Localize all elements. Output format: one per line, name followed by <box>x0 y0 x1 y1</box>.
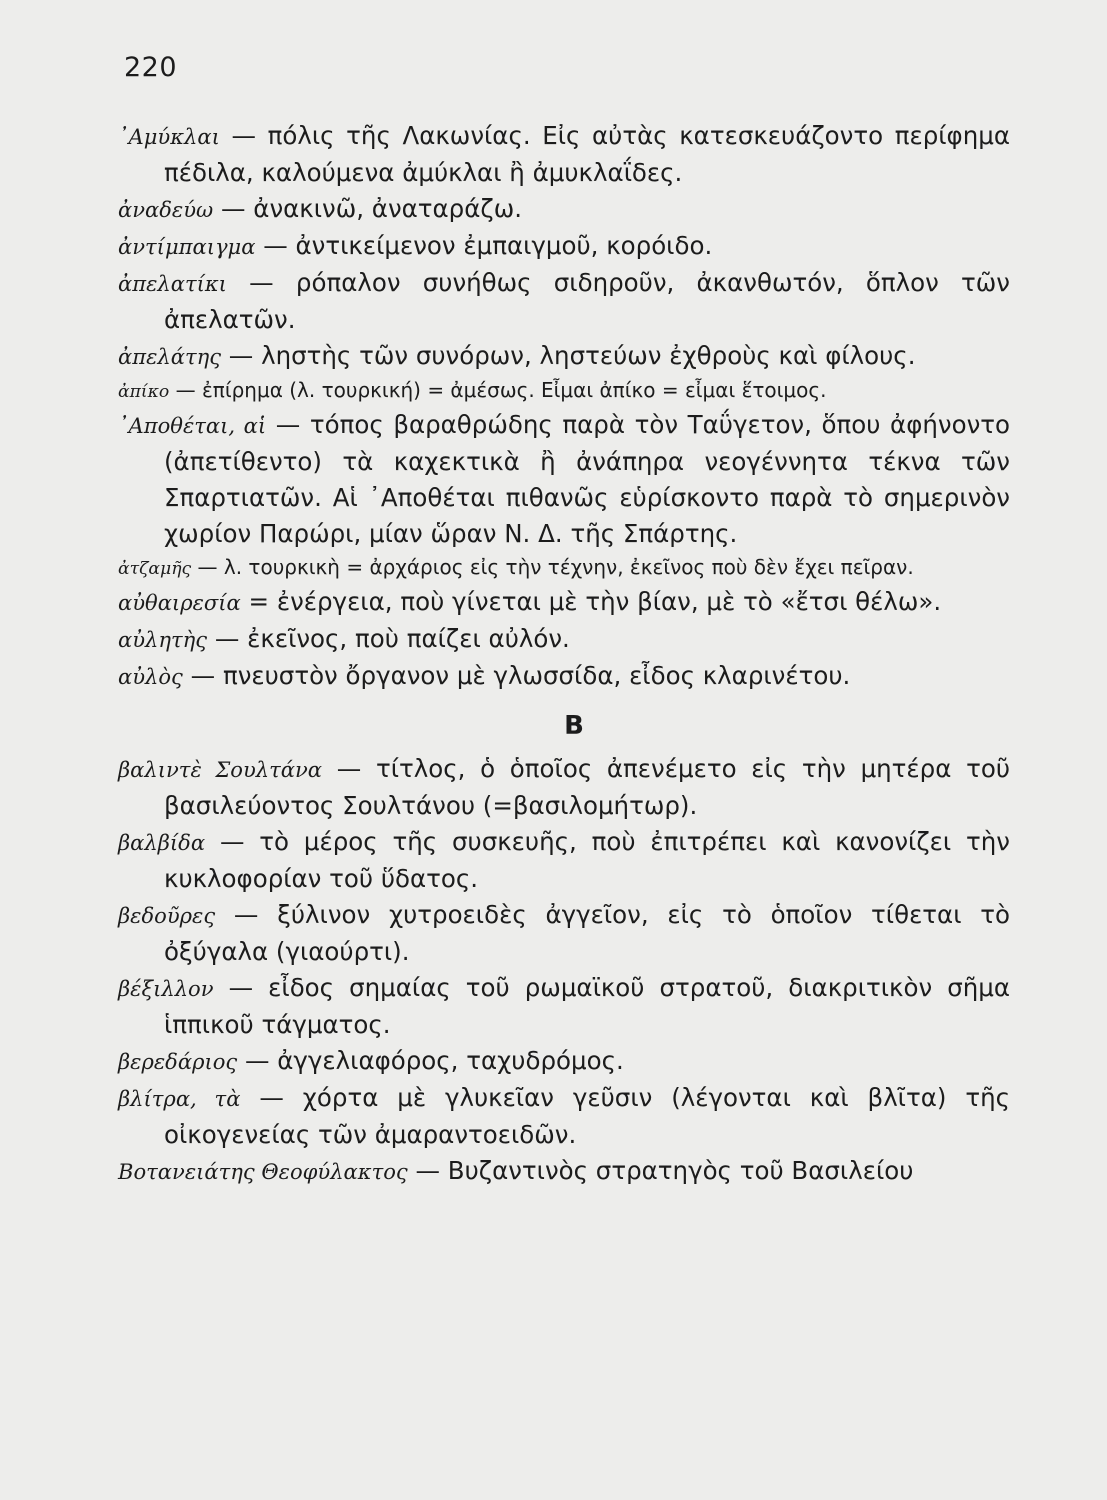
glossary-entry <box>118 1080 1010 1153</box>
glossary-entry <box>118 118 1010 191</box>
entry-definition: Βυζαντινὸς στρατηγὸς τοῦ Βασιλείου <box>447 1156 914 1185</box>
glossary-entry <box>118 824 1010 897</box>
entry-headword: ᾿Αποθέται, αἱ <box>118 413 267 438</box>
glossary-entry <box>118 621 1010 658</box>
entry-definition: πόλις τῆς Λακωνίας. Εἰς αὐτὰς κατεσκευάζοντο περίφημα πέδιλα, καλούμενα ἀμύκλαι ἢ ἀμυκλαΐδες. <box>164 121 1010 187</box>
entry-separator: — <box>226 268 296 297</box>
entry-separator: — <box>266 410 310 439</box>
entry-headword: ἀντίμπαιγμα <box>118 234 256 259</box>
entry-headword: βαλιντὲ Σουλτάνα <box>118 757 323 782</box>
entry-definition: εἶδος σημαίας τοῦ ρωμαϊκοῦ στρατοῦ, διακριτικὸν σῆμα ἱππικοῦ τάγματος. <box>164 973 1010 1039</box>
glossary-entry <box>118 265 1010 338</box>
entry-headword: αὐλὸς <box>118 664 183 689</box>
entry-separator: — <box>221 341 262 370</box>
entry-headword: ᾿Αμύκλαι <box>118 124 220 149</box>
entry-definition: τίτλος, ὁ ὁποῖος ἀπενέμετο εἰς τὴν μητέρα τοῦ βασιλεύοντος Σουλτάνου (=βασιλομήτωρ). <box>164 754 1011 820</box>
entry-definition: ἀγγελιαφόρος, ταχυδρόμος. <box>277 1046 624 1075</box>
entry-headword: βλίτρα, τὰ <box>118 1086 241 1111</box>
entry-definition: ξύλινον χυτροειδὲς ἀγγεῖον, εἰς τὸ ὁποῖον τίθεται τὸ ὀξύγαλα (γιαούρτι). <box>164 900 1011 966</box>
entry-separator: — <box>255 231 296 260</box>
entry-separator: — <box>182 661 223 690</box>
glossary-entry <box>118 228 1010 265</box>
entry-definition: ἀνακινῶ, ἀναταράζω. <box>253 194 523 223</box>
entry-separator: — <box>169 378 202 402</box>
entry-separator: — <box>191 555 224 579</box>
entry-definition: τόπος βαραθρώδης παρὰ τὸν Ταΰγετον, ὅπου ἀφήνοντο (ἀπετίθεντο) τὰ καχεκτικὰ ἢ ἀνάπηρα νεογέννητα τέκνα τῶν Σπαρτιατῶν. Αἱ ᾿Αποθέται πιθανῶς εὑρίσκοντο παρὰ τὸ σημερινὸν χωρίον Παρώρι, μίαν ὥραν Ν. Δ. τῆς Σπάρτης. <box>164 410 1010 548</box>
entry-separator: — <box>219 121 268 150</box>
entry-definition: ἐπίρημα (λ. τουρκική) = ἀμέσως. Εἶμαι ἀπίκο = εἶμαι ἕτοιμος. <box>201 378 827 402</box>
entry-separator: — <box>240 1083 303 1112</box>
glossary-entry <box>118 970 1010 1043</box>
glossary-entry <box>118 751 1010 824</box>
glossary-entry <box>118 584 1010 621</box>
entry-headword: αὐλητὴς <box>118 627 208 652</box>
glossary-entry <box>118 552 1010 584</box>
section-letter-b: Β <box>564 711 584 741</box>
entry-headword: ἀναδεύω <box>118 197 214 222</box>
glossary-entry <box>118 375 1010 407</box>
entry-definition: λ. τουρκικὴ = ἀρχάριος εἰς τὴν τέχνην, ἐκεῖνος ποὺ δὲν ἔχει πεῖραν. <box>223 555 914 579</box>
entry-headword: βέξιλλον <box>118 976 214 1001</box>
entry-headword: αὐθαιρεσία <box>118 590 241 615</box>
entry-separator: — <box>213 194 254 223</box>
glossary-entry <box>118 407 1010 552</box>
entry-definition: τὸ μέρος τῆς συσκευῆς, ποὺ ἐπιτρέπει καὶ κανονίζει τὴν κυκλοφορίαν τοῦ ὕδατος. <box>164 827 1010 893</box>
section-a-entries <box>118 118 1010 695</box>
entry-headword: βερεδάριος <box>118 1049 238 1074</box>
entry-definition: ληστὴς τῶν συνόρων, ληστεύων ἐχθροὺς καὶ φίλους. <box>261 341 916 370</box>
glossary-entry <box>118 658 1010 695</box>
glossary-entry <box>118 191 1010 228</box>
entry-headword: Βοτανειάτης Θεοφύλακτος <box>118 1159 408 1184</box>
entry-definition: χόρτα μὲ γλυκεῖαν γεῦσιν (λέγονται καὶ βλῖτα) τῆς οἰκογενείας τῶν ἀμαραντοειδῶν. <box>164 1083 1010 1149</box>
entry-headword: ἀπελάτης <box>118 344 222 369</box>
entry-headword: βεδοῦρες <box>118 903 216 928</box>
entry-separator: = <box>240 587 277 616</box>
entry-definition: ἐκεῖνος, ποὺ παίζει αὐλόν. <box>247 624 570 653</box>
page-number: 220 <box>124 52 178 83</box>
section-b-entries <box>118 751 1010 1190</box>
glossary-entry <box>118 897 1010 970</box>
glossary-entry <box>118 1153 1010 1190</box>
entry-separator: — <box>237 1046 278 1075</box>
entry-separator: — <box>213 973 269 1002</box>
entry-definition: ἀντικείμενον ἐμπαιγμοῦ, κορόιδο. <box>295 231 713 260</box>
glossary-list <box>118 118 1010 1190</box>
entry-headword: ἀπίκο <box>118 382 170 402</box>
entry-headword: βαλβίδα <box>118 830 206 855</box>
entry-separator: — <box>215 900 278 929</box>
entry-definition: ρόπαλον συνήθως σιδηροῦν, ἀκανθωτόν, ὅπλον τῶν ἀπελατῶν. <box>164 268 1010 334</box>
entry-separator: — <box>205 827 260 856</box>
entry-headword: ἀτζαμῆς <box>118 559 192 579</box>
glossary-entry <box>118 1043 1010 1080</box>
entry-separator: — <box>322 754 376 783</box>
entry-separator: — <box>407 1156 448 1185</box>
entry-headword: ἀπελατίκι <box>118 271 227 296</box>
entry-separator: — <box>207 624 248 653</box>
entry-definition: πνευστὸν ὄργανον μὲ γλωσσίδα, εἶδος κλαρινέτου. <box>222 661 851 690</box>
glossary-entry <box>118 338 1010 375</box>
entry-definition: ἐνέργεια, ποὺ γίνεται μὲ τὴν βίαν, μὲ τὸ «ἔτσι θέλω». <box>276 587 942 616</box>
